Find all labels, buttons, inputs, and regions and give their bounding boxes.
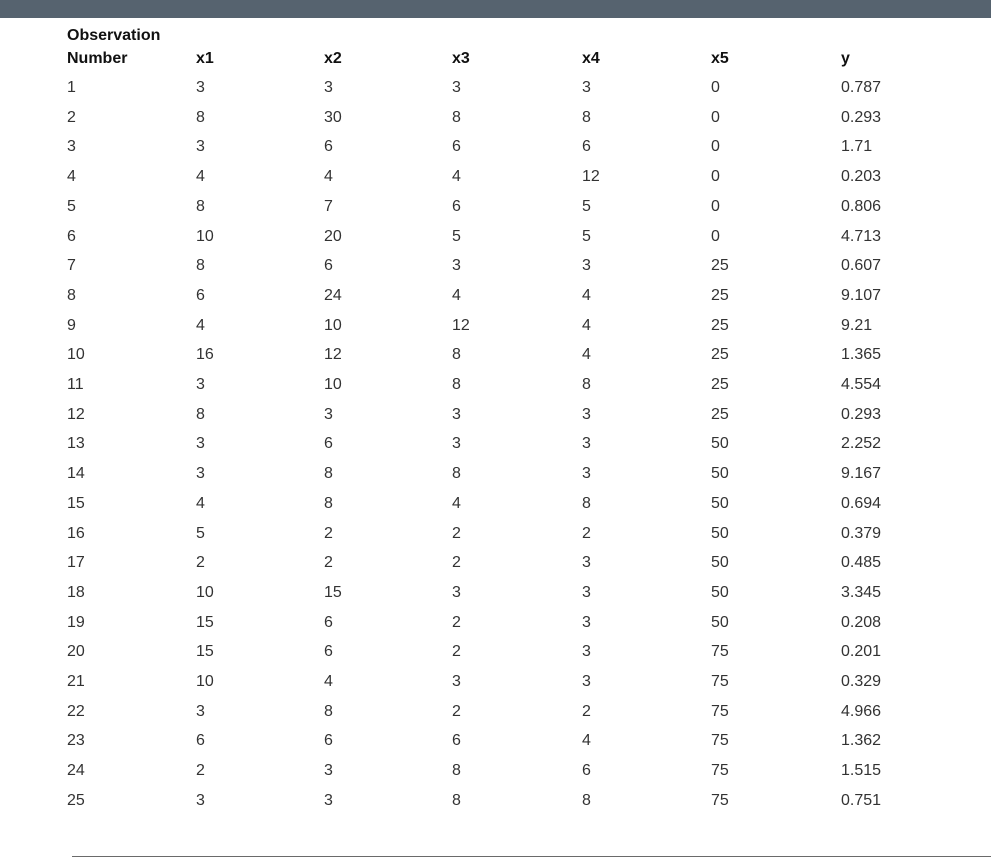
- table-cell: 3: [196, 435, 205, 452]
- table-cell: 25: [711, 406, 729, 423]
- table-cell: 3: [582, 673, 591, 690]
- table-cell: 22: [67, 703, 85, 720]
- table-cell: 75: [711, 673, 729, 690]
- table-cell: 30: [324, 109, 342, 126]
- table-cell: 2: [452, 554, 461, 571]
- table-cell: 2: [582, 703, 591, 720]
- table-cell: 4: [196, 317, 205, 334]
- table-cell: 3: [196, 792, 205, 809]
- table-cell: 75: [711, 762, 729, 779]
- table-cell: 8: [324, 465, 333, 482]
- table-cell: 6: [582, 762, 591, 779]
- table-cell: 5: [452, 228, 461, 245]
- table-cell: 25: [711, 317, 729, 334]
- table-cell: 50: [711, 614, 729, 631]
- table-cell: 6: [452, 138, 461, 155]
- table-cell: 8: [582, 109, 591, 126]
- table-cell: 8: [324, 703, 333, 720]
- table-cell: 3: [582, 406, 591, 423]
- table-cell: 6: [452, 732, 461, 749]
- table-cell: 2: [196, 762, 205, 779]
- table-cell: 0.607: [841, 257, 882, 274]
- table-cell: 8: [582, 495, 591, 512]
- bottom-divider: [72, 856, 991, 857]
- table-cell: 1: [67, 79, 76, 96]
- table-cell: 10: [196, 673, 214, 690]
- table-cell: 0: [711, 168, 720, 185]
- table-cell: 6: [324, 732, 333, 749]
- table-cell: 2: [452, 614, 461, 631]
- table-cell: 3: [324, 406, 333, 423]
- table-cell: 3: [582, 584, 591, 601]
- table-cell: 4.713: [841, 228, 882, 245]
- table-cell: 1.362: [841, 732, 882, 749]
- table-cell: 4: [582, 317, 591, 334]
- table-cell: 24: [324, 287, 342, 304]
- table-cell: 0.208: [841, 614, 882, 631]
- table-cell: 10: [324, 317, 342, 334]
- table-cell: 25: [67, 792, 85, 809]
- table-cell: 25: [711, 376, 729, 393]
- table-cell: 8: [452, 792, 461, 809]
- table-cell: 0.379: [841, 525, 882, 542]
- table-cell: 8: [196, 109, 205, 126]
- table-cell: 8: [324, 495, 333, 512]
- table-cell: 12: [67, 406, 85, 423]
- table-cell: 7: [324, 198, 333, 215]
- table-cell: 0: [711, 79, 720, 96]
- column-header-x2: x2: [324, 50, 342, 67]
- table-cell: 14: [67, 465, 85, 482]
- table-cell: 2: [67, 109, 76, 126]
- table-cell: 0: [711, 198, 720, 215]
- table-cell: 50: [711, 465, 729, 482]
- table-cell: 6: [452, 198, 461, 215]
- table-cell: 0.203: [841, 168, 882, 185]
- table-cell: 5: [582, 228, 591, 245]
- table-cell: 1.71: [841, 138, 873, 155]
- table-cell: 10: [324, 376, 342, 393]
- table-cell: 0: [711, 138, 720, 155]
- table-cell: 3: [324, 762, 333, 779]
- table-cell: 75: [711, 703, 729, 720]
- top-bar: [0, 0, 991, 18]
- table-cell: 0.293: [841, 406, 882, 423]
- table-cell: 0.201: [841, 643, 882, 660]
- table-cell: 12: [582, 168, 600, 185]
- table-cell: 3: [582, 435, 591, 452]
- table-cell: 20: [324, 228, 342, 245]
- table-cell: 25: [711, 257, 729, 274]
- table-cell: 2: [582, 525, 591, 542]
- table-cell: 0: [711, 228, 720, 245]
- table-cell: 3: [196, 465, 205, 482]
- table-cell: 9.21: [841, 317, 873, 334]
- table-cell: 50: [711, 554, 729, 571]
- table-cell: 9.167: [841, 465, 882, 482]
- table-cell: 2: [324, 554, 333, 571]
- table-cell: 6: [324, 643, 333, 660]
- table-cell: 2: [452, 643, 461, 660]
- table-cell: 4: [196, 168, 205, 185]
- table-cell: 3: [582, 465, 591, 482]
- table-cell: 5: [67, 198, 76, 215]
- table-cell: 0: [711, 109, 720, 126]
- table-cell: 10: [196, 584, 214, 601]
- table-cell: 8: [582, 792, 591, 809]
- table-cell: 50: [711, 495, 729, 512]
- table-cell: 0.751: [841, 792, 882, 809]
- column-header-number: Number: [67, 50, 128, 67]
- table-cell: 15: [196, 643, 214, 660]
- table-cell: 12: [452, 317, 470, 334]
- table-cell: 8: [196, 406, 205, 423]
- table-cell: 9.107: [841, 287, 882, 304]
- table-cell: 8: [67, 287, 76, 304]
- table-cell: 18: [67, 584, 85, 601]
- table-cell: 3: [582, 79, 591, 96]
- table-cell: 3: [582, 643, 591, 660]
- table-cell: 3: [196, 138, 205, 155]
- table-cell: 6: [324, 138, 333, 155]
- table-cell: 75: [711, 643, 729, 660]
- table-cell: 3: [452, 435, 461, 452]
- table-cell: 10: [67, 346, 85, 363]
- table-cell: 0.329: [841, 673, 882, 690]
- table-cell: 8: [452, 465, 461, 482]
- table-cell: 4: [324, 673, 333, 690]
- table-cell: 6: [324, 614, 333, 631]
- table-cell: 8: [582, 376, 591, 393]
- table-cell: 2: [452, 525, 461, 542]
- table-cell: 3: [582, 614, 591, 631]
- column-header-x1: x1: [196, 50, 214, 67]
- table-cell: 3.345: [841, 584, 882, 601]
- table-cell: 1.365: [841, 346, 882, 363]
- table-cell: 0.694: [841, 495, 882, 512]
- table-cell: 4.554: [841, 376, 882, 393]
- column-header-y: y: [841, 50, 850, 67]
- column-header-x3: x3: [452, 50, 470, 67]
- column-header-x5: x5: [711, 50, 729, 67]
- table-cell: 3: [196, 703, 205, 720]
- table-cell: 15: [196, 614, 214, 631]
- table-cell: 3: [452, 79, 461, 96]
- table-cell: 1.515: [841, 762, 882, 779]
- table-cell: 4: [582, 287, 591, 304]
- table-cell: 3: [196, 376, 205, 393]
- table-cell: 2.252: [841, 435, 882, 452]
- table-cell: 3: [452, 584, 461, 601]
- table-cell: 19: [67, 614, 85, 631]
- table-cell: 8: [452, 762, 461, 779]
- header-observation-label: Observation: [67, 27, 161, 44]
- table-cell: 0.293: [841, 109, 882, 126]
- table-cell: 50: [711, 584, 729, 601]
- table-cell: 3: [452, 406, 461, 423]
- table-cell: 2: [452, 703, 461, 720]
- table-cell: 7: [67, 257, 76, 274]
- table-cell: 4: [582, 346, 591, 363]
- table-cell: 0.806: [841, 198, 882, 215]
- table-cell: 6: [582, 138, 591, 155]
- table-cell: 16: [196, 346, 214, 363]
- table-cell: 6: [67, 228, 76, 245]
- table-cell: 17: [67, 554, 85, 571]
- table-cell: 8: [196, 257, 205, 274]
- table-cell: 50: [711, 435, 729, 452]
- table-cell: 3: [582, 554, 591, 571]
- table-cell: 8: [452, 109, 461, 126]
- table-cell: 25: [711, 346, 729, 363]
- table-cell: 6: [324, 435, 333, 452]
- table-cell: 12: [324, 346, 342, 363]
- table-cell: 3: [452, 257, 461, 274]
- table-cell: 3: [196, 79, 205, 96]
- table-cell: 11: [67, 376, 84, 393]
- table-cell: 2: [196, 554, 205, 571]
- column-header-x4: x4: [582, 50, 600, 67]
- table-cell: 3: [324, 79, 333, 96]
- table-cell: 15: [324, 584, 342, 601]
- table-cell: 21: [67, 673, 85, 690]
- table-cell: 23: [67, 732, 85, 749]
- table-cell: 6: [196, 732, 205, 749]
- table-cell: 6: [324, 257, 333, 274]
- table-cell: 20: [67, 643, 85, 660]
- table-cell: 3: [452, 673, 461, 690]
- table-cell: 8: [196, 198, 205, 215]
- table-cell: 25: [711, 287, 729, 304]
- table-cell: 9: [67, 317, 76, 334]
- table-cell: 3: [324, 792, 333, 809]
- table-cell: 4: [452, 168, 461, 185]
- table-cell: 3: [67, 138, 76, 155]
- table-cell: 0.787: [841, 79, 882, 96]
- table-cell: 2: [324, 525, 333, 542]
- table-cell: 4: [324, 168, 333, 185]
- table-cell: 75: [711, 792, 729, 809]
- table-cell: 4: [452, 495, 461, 512]
- table-cell: 4: [196, 495, 205, 512]
- table-cell: 50: [711, 525, 729, 542]
- table-cell: 13: [67, 435, 85, 452]
- table-cell: 16: [67, 525, 85, 542]
- table-cell: 15: [67, 495, 85, 512]
- table-cell: 4: [452, 287, 461, 304]
- table-cell: 6: [196, 287, 205, 304]
- table-cell: 4: [67, 168, 76, 185]
- table-cell: 0.485: [841, 554, 882, 571]
- table-cell: 75: [711, 732, 729, 749]
- table-cell: 4.966: [841, 703, 882, 720]
- table-cell: 8: [452, 376, 461, 393]
- table-cell: 3: [582, 257, 591, 274]
- table-cell: 24: [67, 762, 85, 779]
- table-cell: 10: [196, 228, 214, 245]
- table-cell: 4: [582, 732, 591, 749]
- table-cell: 5: [196, 525, 205, 542]
- table-cell: 8: [452, 346, 461, 363]
- table-cell: 5: [582, 198, 591, 215]
